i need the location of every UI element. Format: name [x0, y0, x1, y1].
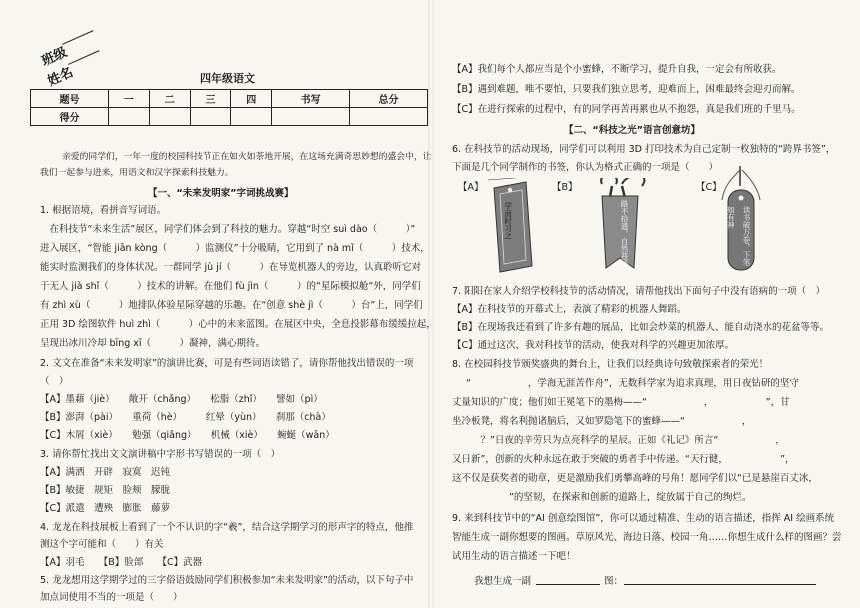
q7-line: 7. 阳阳在家人介绍学校科技节的活动情况，请帮他找出下面句子中没有语病的一项（ ） — [452, 286, 826, 297]
intro-line: 我们一起参与进来，用语文和汉字探索科技魅力。 — [40, 168, 234, 178]
q1-line: 于无人 jià shǐ（ ）技术的讲解。在他们 fù jìn（ ）的“星际模拟舱”外，同学们 — [40, 281, 421, 292]
q9-line: 9. 来到科技节中的“AI 创意绘图馆”，你可以通过精准、生动的语言描述，指挥 AI 绘画系统 — [452, 513, 835, 524]
q4-option[interactable]: 【A】羽毛 【B】脸部 【C】武器 — [40, 557, 203, 568]
q2-option[interactable]: 【B】澎湃（pài） 重荷（hè） 红晕（yùn） 刹那（chà） — [40, 412, 331, 423]
q1-line: 在科技节“未来生活”展区，同学们体会到了科技的魅力。穿越“时空 suì dào（ ）” — [40, 224, 416, 235]
section1-title: 【一、“未来发明家”字词挑战赛】 — [148, 188, 294, 199]
q8-line: 丈量知识的广度；他们如王冕笔下的墨梅——“ ， ”，甘 — [452, 397, 790, 408]
q1-line: 呈现出冰川冷却 bīng xī（ ）凝神，满心期待。 — [40, 338, 266, 349]
q1-line: 有 zhì xù（ ）地排队体验星际穿越的乐趣。在“创意 shè jì（ ）台”上，同学们 — [40, 300, 423, 311]
score-header-cell: 题号 — [31, 90, 109, 108]
score-cell[interactable] — [108, 108, 149, 126]
q8-line: 8. 在校园科技节颁奖盛典的舞台上，让我们以经典诗句致敬探索者的荣光！ — [452, 359, 769, 370]
score-cell[interactable] — [231, 108, 272, 126]
q8-line: 这不仅是获奖者的勋章，更是激励我们勇攀高峰的号角！愿同学们以“已是悬崖百丈冰， — [452, 473, 818, 484]
bookmark-a-text: 学而时习之 — [503, 202, 513, 240]
q5-option[interactable]: 【C】在进行探索的过程中，有的同学再苦再累也从不抱怨，真是我们班的千里马。 — [452, 104, 801, 115]
q6-line: 6. 在科技节的活动现场，同学们可以利用 3D 打印技术为自己定制一枚独特的“跨界书签”， — [452, 144, 836, 155]
score-header-cell: 一 — [108, 90, 149, 108]
class-label: 班级 — [39, 45, 70, 70]
q9-answer-prefix: 我想生成一副 — [474, 576, 532, 587]
q1-line: 1. 根据语境，看拼音写词语。 — [40, 205, 167, 216]
q8-line: ？”日夜的辛劳只为点亮科学的星辰。正如《礼记》所言“ ， — [452, 435, 785, 446]
q4-line: 测这个字可能和（ ）有关 — [40, 539, 164, 550]
q2-line: 2. 文文在准备“未来发明家”的演讲比赛，可是有些词语读错了，请你帮他找出错误的一项 — [40, 358, 414, 369]
q5-option[interactable]: 【A】我们每个人都应当是个小蜜蜂，不断学习，提升自我，一定会有所收获。 — [452, 64, 782, 75]
q6-option-c-label[interactable]: 【C】 — [696, 182, 722, 193]
score-cell[interactable] — [149, 108, 190, 126]
name-label: 姓名 — [45, 65, 76, 90]
score-table — [30, 89, 428, 126]
score-table-header-row — [31, 90, 428, 108]
q2-option[interactable]: 【A】墨藉（jiè） 敞开（chǎng） 松脂（zhǐ） 譬如（pì） — [40, 394, 323, 405]
page-title: 四年级语文 — [200, 72, 255, 85]
q1-line: 进入展区，“智能 jiān kòng（ ）监测仪”十分吸睛，它用到了 nà mǐ（ ）技术， — [40, 243, 430, 254]
name-underline — [68, 50, 99, 65]
score-header-cell: 二 — [149, 90, 190, 108]
q2-line: （ ） — [40, 376, 69, 387]
score-header-cell: 总分 — [350, 90, 428, 108]
score-cell[interactable] — [190, 108, 231, 126]
q7-option[interactable]: 【C】通过这次，我对科技节的活动，使我对科学的兴趣更加浓厚。 — [452, 340, 735, 351]
q9-answer-mid: 图： — [604, 576, 624, 587]
intro-line: 亲爱的同学们，一年一度的校园科技节正在如火如荼地开展，在这场充满奇思妙想的盛会中，让 — [62, 152, 432, 162]
score-cell[interactable] — [350, 108, 428, 126]
score-header-cell: 书写 — [272, 90, 350, 108]
page-fold — [428, 0, 434, 608]
q9-answer-blank[interactable] — [536, 574, 600, 585]
q4-line: 4. 龙龙在科技展板上看到了一个不认识的字“羲”，结合这学期学习的形声字的特点，他推 — [40, 522, 414, 533]
score-table-score-row — [31, 108, 428, 126]
score-header-cell: 四 — [231, 90, 272, 108]
q6-option-b-label[interactable]: 【B】 — [552, 182, 578, 193]
section2-title: 【二、“科技之光”语言创意坊】 — [564, 125, 700, 136]
score-header-cell: 三 — [190, 90, 231, 108]
q3-option[interactable]: 【C】派遣 遭殃 膨胀 藤萝 — [40, 503, 171, 514]
q7-option[interactable]: 【B】在现场我还看到了许多有趣的展品，比如会炒菜的机器人、能自动浇水的花盆等等。 — [452, 322, 830, 333]
q5-option[interactable]: 【B】遇到难题，唯不要怕，只要我们独立思考，迎难而上，困难最终会迎刃而解。 — [452, 84, 801, 95]
score-cell[interactable] — [272, 108, 350, 126]
q6-option-a-label[interactable]: 【A】 — [458, 182, 484, 193]
q3-option[interactable]: 【A】满洒 开辟 寂寞 迟钝 — [40, 467, 170, 478]
q9-line: 智能生成一副你想要的图画。草原风光、海边日落、校园一角……你想生成什么样的图画？尝 — [452, 532, 842, 543]
q5-line: 5. 龙龙想用这学期学过的三字俗语鼓励同学们积极参加“未来发明家”的活动，以下句子中 — [40, 575, 414, 586]
q8-line: ”的坚韧，在探索和创新的道路上，绽放属于自己的绚烂。 — [452, 492, 752, 503]
q3-option[interactable]: 【B】敏捷 规矩 脸颊 朦胧 — [40, 485, 171, 496]
q9-line: 试用生动的语言描述一下吧！ — [452, 551, 576, 562]
score-row-label: 得分 — [31, 108, 109, 126]
class-underline — [62, 30, 93, 45]
q1-line: 能实时监测我们的身体状况。一群同学 jù jí（ ）在导览机器人的旁边，认真聆听它对 — [40, 262, 421, 273]
q3-line: 3. 请你帮忙找出文文演讲稿中字形书写错误的一项（ ） — [40, 449, 281, 460]
q8-line: 坐冷板凳，将名利抛诸脑后，又如罗隐笔下的蜜蜂——“ ， — [452, 416, 795, 427]
bookmark-c-text: 读书破万卷，下笔如有神 — [726, 206, 751, 266]
bookmark-b-text: 路不拾遗，自然普通 — [620, 200, 629, 268]
q8-line: “ ，学海无涯苦作舟”，无数科学家为追求真理，用日夜钻研的坚守 — [466, 378, 799, 389]
q7-option[interactable]: 【A】在科技节的开幕式上，表演了精彩的机器人舞蹈。 — [452, 304, 687, 315]
q1-line: 正用 3D 绘图软件 huì zhì（ ）心中的未来蓝图。在展区中央，全息投影幕布缓缓拉起， — [40, 319, 436, 330]
q6-line: 下面是几个同学制作的书签，你认为格式正确的一项是（ ） — [452, 162, 719, 173]
q8-line: 又日新”，创新的火种永远在敢于突破的勇者手中传递。“天行健， ”， — [452, 454, 795, 465]
q5-line: 加点词使用不当的一项是（ ） — [40, 592, 183, 603]
q9-answer-line[interactable] — [624, 574, 816, 585]
q2-option[interactable]: 【C】木屑（xiè） 勉强（qiǎng） 机械（xiè） 蜿蜒（wān） — [40, 430, 335, 441]
